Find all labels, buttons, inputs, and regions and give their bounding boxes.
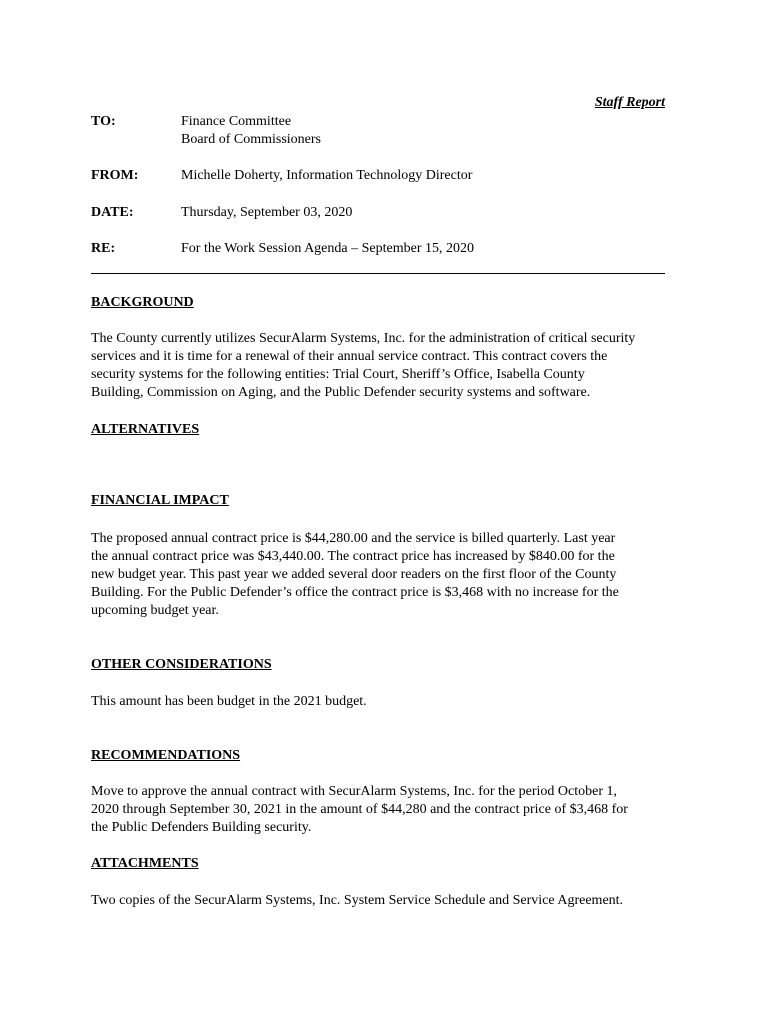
memo-date-value: Thursday, September 03, 2020 [181,205,353,220]
memo-to-label: TO: [91,114,116,129]
paragraph-line: Building. For the Public Defender’s office the contract price is $3,468 with no increase for the [91,585,619,600]
paragraph-line: This amount has been budget in the 2021 budget. [91,694,367,709]
paragraph-line: services and it is time for a renewal of their annual service contract. This contract covers the [91,349,608,364]
memo-from-label: FROM: [91,168,139,183]
section-body-financial-impact [91,530,691,620]
section-body-attachments [91,892,691,910]
paragraph-line: the Public Defenders Building security. [91,820,312,835]
paragraph-line: upcoming budget year. [91,603,219,618]
section-body-other-considerations [91,693,691,711]
paragraph-line: The proposed annual contract price is $44,280.00 and the service is billed quarterly. Last year [91,531,616,546]
paragraph-line: 2020 through September 30, 2021 in the amount of $44,280 and the contract price of $3,468 for [91,802,628,817]
paragraph-line: security systems for the following entities: Trial Court, Sheriff’s Office, Isabella County [91,367,585,382]
paragraph-line: Building, Commission on Aging, and the Public Defender security systems and software. [91,385,591,400]
section-heading-financial-impact: FINANCIAL IMPACT [91,493,229,508]
section-heading-alternatives: ALTERNATIVES [91,422,200,437]
section-heading-other-considerations: OTHER CONSIDERATIONS [91,657,272,672]
section-heading-recommendations: RECOMMENDATIONS [91,748,241,763]
memo-to-line: Finance Committee [181,114,292,129]
paragraph-line: new budget year. This past year we added several door readers on the first floor of the County [91,567,617,582]
paragraph-line: Two copies of the SecurAlarm Systems, Inc. System Service Schedule and Service Agreement. [91,893,624,908]
header-divider [91,273,665,274]
memo-re-value: For the Work Session Agenda – September 15, 2020 [181,241,474,256]
report-label: Staff Report [594,95,665,110]
section-heading-attachments: ATTACHMENTS [91,856,199,871]
memo-date-label: DATE: [91,205,134,220]
memo-re-label: RE: [91,241,116,256]
memo-from-value: Michelle Doherty, Information Technology Director [181,168,473,183]
memo-to-value [181,113,681,149]
paragraph-line: the annual contract price was $43,440.00. The contract price has increased by $840.00 for the [91,549,615,564]
section-heading-background: BACKGROUND [91,295,194,310]
section-body-background [91,330,691,402]
section-body-recommendations [91,783,691,837]
paragraph-line: Move to approve the annual contract with SecurAlarm Systems, Inc. for the period October 1, [91,784,618,799]
memo-to-line: Board of Commissioners [181,132,321,147]
paragraph-line: The County currently utilizes SecurAlarm Systems, Inc. for the administration of critical security [91,331,636,346]
